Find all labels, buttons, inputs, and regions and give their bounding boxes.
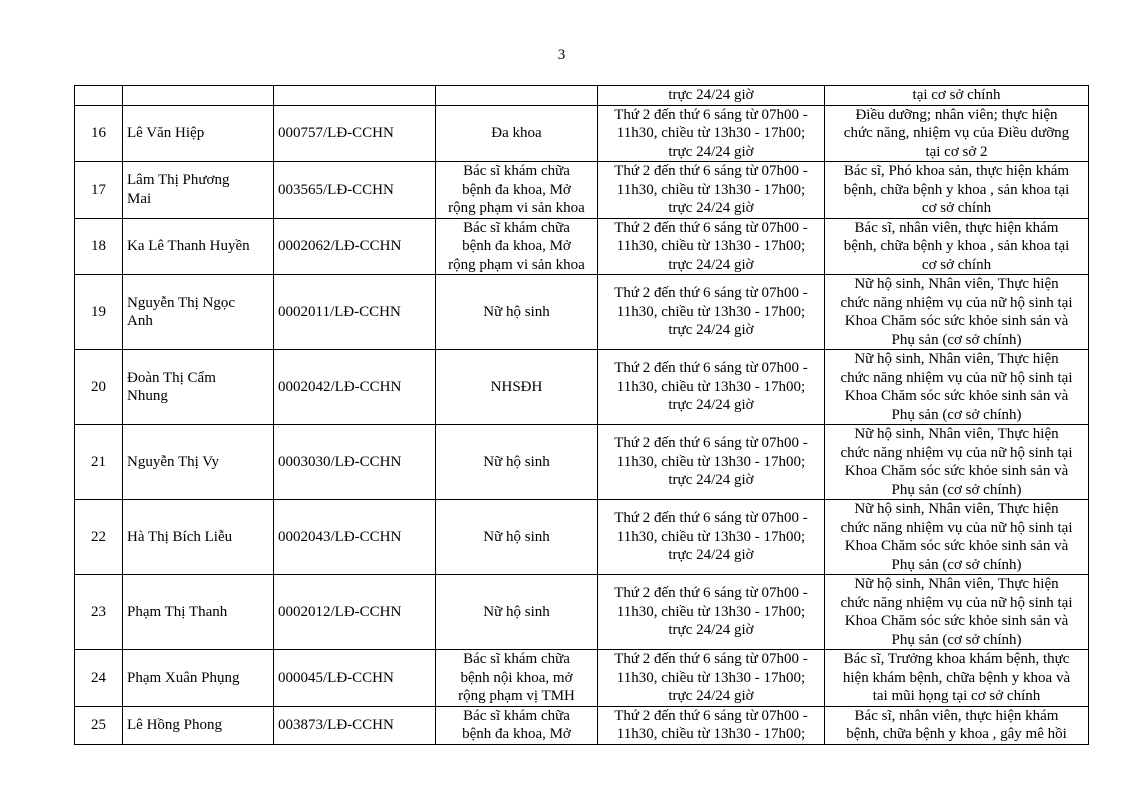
cell-name-line: Phạm Xuân Phụng — [127, 669, 240, 686]
cell-position-line: chức năng nhiệm vụ của nữ hộ sinh tại — [840, 594, 1073, 611]
cell-name — [123, 650, 274, 707]
cell-stt: 21 — [75, 425, 123, 500]
cell-working-time-line: Thứ 2 đến thứ 6 sáng từ 07h00 - — [614, 106, 808, 123]
cell-scope — [436, 86, 598, 106]
cell-position-line: Bác sĩ, nhân viên, thực hiện khám — [854, 219, 1059, 236]
cell-position-line: Nữ hộ sinh, Nhân viên, Thực hiện — [854, 351, 1059, 367]
cell-scope-line: bệnh nội khoa, mở — [460, 669, 573, 686]
cell-working-time-line: trực 24/24 giờ — [668, 688, 754, 704]
cell-certificate: 003565/LĐ-CCHN — [274, 162, 436, 219]
table-row — [75, 425, 1089, 500]
cell-certificate: 0002062/LĐ-CCHN — [274, 218, 436, 275]
cell-scope-line: Bác sĩ khám chữa — [463, 163, 570, 179]
table-row — [75, 706, 1089, 744]
cell-position — [825, 650, 1089, 707]
cell-position-line: bệnh, chữa bệnh y khoa , sản khoa tại — [843, 181, 1070, 198]
cell-working-time — [598, 425, 825, 500]
cell-position-line: Nữ hộ sinh, Nhân viên, Thực hiện — [854, 276, 1059, 292]
cell-working-time — [598, 706, 825, 744]
cell-position — [825, 500, 1089, 575]
cell-scope-line: Nữ hộ sinh — [483, 603, 550, 620]
cell-working-time-line: Thứ 2 đến thứ 6 sáng từ 07h00 - — [614, 510, 808, 527]
cell-stt: 22 — [75, 500, 123, 575]
cell-working-time-line: Thứ 2 đến thứ 6 sáng từ 07h00 - — [614, 435, 808, 452]
cell-working-time-line: 11h30, chiều từ 13h30 - 17h00; — [616, 125, 806, 141]
cell-name-line: Nhung — [127, 388, 168, 404]
cell-working-time-line: 11h30, chiều từ 13h30 - 17h00; — [616, 726, 806, 742]
cell-name — [123, 706, 274, 744]
cell-working-time-line: Thứ 2 đến thứ 6 sáng từ 07h00 - — [614, 219, 808, 236]
cell-scope-line: Bác sĩ khám chữa — [463, 651, 570, 667]
cell-working-time — [598, 350, 825, 425]
cell-working-time-line: Thứ 2 đến thứ 6 sáng từ 07h00 - — [614, 285, 808, 302]
cell-working-time-line: Thứ 2 đến thứ 6 sáng từ 07h00 - — [614, 585, 808, 602]
cell-stt: 23 — [75, 575, 123, 650]
table-row — [75, 162, 1089, 219]
cell-position — [825, 350, 1089, 425]
cell-name-line: Anh — [127, 313, 153, 329]
cell-scope-line: NHSĐH — [490, 378, 543, 395]
cell-scope — [436, 350, 598, 425]
cell-working-time — [598, 650, 825, 707]
cell-stt: 17 — [75, 162, 123, 219]
cell-position-line: chức năng, nhiệm vụ của Điều dưỡng — [843, 125, 1070, 141]
staff-table — [74, 85, 1089, 745]
cell-position-line: Khoa Chăm sóc sức khỏe sinh sản và — [844, 388, 1069, 404]
cell-scope-line: rộng phạm vi sản khoa — [448, 256, 585, 273]
cell-stt — [75, 86, 123, 106]
table-row — [75, 650, 1089, 707]
cell-position — [825, 706, 1089, 744]
cell-position-line: chức năng nhiệm vụ của nữ hộ sinh tại — [840, 369, 1073, 386]
cell-position-line: chức năng nhiệm vụ của nữ hộ sinh tại — [840, 444, 1073, 461]
cell-scope-line: Bác sĩ khám chữa — [463, 219, 570, 236]
cell-certificate: 0002043/LĐ-CCHN — [274, 500, 436, 575]
cell-name-line: Hà Thị Bích Liễu — [127, 528, 233, 545]
cell-scope — [436, 275, 598, 350]
table-row-continued — [75, 86, 1089, 106]
cell-name-line: Ka Lê Thanh Huyền — [127, 238, 250, 254]
cell-stt: 20 — [75, 350, 123, 425]
cell-name — [123, 105, 274, 162]
cell-certificate: 000757/LĐ-CCHN — [274, 105, 436, 162]
cell-scope — [436, 162, 598, 219]
cell-position-line: Nữ hộ sinh, Nhân viên, Thực hiện — [854, 576, 1059, 592]
cell-working-time-line: 11h30, chiều từ 13h30 - 17h00; — [616, 378, 806, 395]
cell-name-line: Nguyễn Thị Vy — [127, 453, 219, 470]
cell-position-line: Bác sĩ, Trưởng khoa khám bệnh, thực — [843, 651, 1070, 667]
cell-position: tại cơ sở chính — [825, 86, 1089, 106]
cell-scope-line: rộng phạm vị TMH — [458, 688, 575, 704]
cell-position-line: chức năng nhiệm vụ của nữ hộ sinh tại — [840, 294, 1073, 311]
cell-scope — [436, 105, 598, 162]
cell-position-line: chức năng nhiệm vụ của nữ hộ sinh tại — [840, 519, 1073, 536]
cell-working-time-line: Thứ 2 đến thứ 6 sáng từ 07h00 - — [614, 163, 808, 179]
cell-working-time-line: 11h30, chiều từ 13h30 - 17h00; — [616, 453, 806, 470]
cell-working-time-line: 11h30, chiều từ 13h30 - 17h00; — [616, 669, 806, 686]
cell-name-line: Lâm Thị Phương — [127, 172, 230, 189]
cell-name — [123, 500, 274, 575]
cell-scope-line: Nữ hộ sinh — [483, 453, 550, 470]
page-number: 3 — [557, 47, 566, 63]
cell-name — [123, 275, 274, 350]
cell-name — [123, 575, 274, 650]
cell-name-line: Phạm Thị Thanh — [127, 603, 228, 620]
cell-name-line: Lê Văn Hiệp — [127, 125, 205, 141]
cell-working-time — [598, 105, 825, 162]
cell-working-time — [598, 218, 825, 275]
cell-name — [123, 162, 274, 219]
cell-name-line: Mai — [127, 190, 152, 207]
cell-name — [123, 350, 274, 425]
cell-certificate — [274, 86, 436, 106]
cell-position-line: Phụ sản (cơ sở chính) — [891, 556, 1022, 573]
cell-position-line: Điều dưỡng; nhân viên; thực hiện — [855, 106, 1058, 123]
table-row — [75, 275, 1089, 350]
cell-certificate: 0003030/LĐ-CCHN — [274, 425, 436, 500]
cell-working-time-line: trực 24/24 giờ — [668, 143, 754, 160]
cell-working-time-line: Thứ 2 đến thứ 6 sáng từ 07h00 - — [614, 651, 808, 667]
cell-position — [825, 105, 1089, 162]
staff-table-body — [75, 86, 1089, 745]
cell-position-line: Khoa Chăm sóc sức khỏe sinh sản và — [844, 463, 1069, 479]
cell-working-time-line: trực 24/24 giờ — [668, 547, 754, 564]
cell-name — [123, 86, 274, 106]
cell-working-time-line: 11h30, chiều từ 13h30 - 17h00; — [616, 181, 806, 198]
table-row — [75, 105, 1089, 162]
cell-name-line: Đoàn Thị Cẩm — [127, 369, 216, 386]
cell-stt: 16 — [75, 105, 123, 162]
cell-certificate: 000045/LĐ-CCHN — [274, 650, 436, 707]
cell-position-line: tại cơ sở 2 — [925, 143, 988, 160]
cell-position-line: Phụ sản (cơ sở chính) — [891, 631, 1022, 648]
cell-scope-line: Đa khoa — [491, 125, 542, 141]
cell-working-time-line: Thứ 2 đến thứ 6 sáng từ 07h00 - — [614, 707, 808, 724]
cell-stt: 18 — [75, 218, 123, 275]
cell-position-line: Khoa Chăm sóc sức khỏe sinh sản và — [844, 613, 1069, 629]
cell-scope — [436, 575, 598, 650]
table-row — [75, 575, 1089, 650]
cell-position-line: bệnh, chữa bệnh y khoa , gây mê hồi — [846, 726, 1067, 742]
cell-position-line: bệnh, chữa bệnh y khoa , sản khoa tại — [843, 238, 1070, 254]
cell-position-line: Bác sĩ, nhân viên, thực hiện khám — [854, 707, 1059, 724]
cell-working-time-line: 11h30, chiều từ 13h30 - 17h00; — [616, 528, 806, 545]
cell-certificate: 0002042/LĐ-CCHN — [274, 350, 436, 425]
cell-position-line: Phụ sản (cơ sở chính) — [891, 481, 1022, 498]
cell-stt: 25 — [75, 706, 123, 744]
cell-position-line: tai mũi họng tại cơ sở chính — [872, 688, 1041, 704]
cell-position — [825, 218, 1089, 275]
cell-stt: 24 — [75, 650, 123, 707]
cell-name — [123, 425, 274, 500]
cell-scope-line: rộng phạm vi sản khoa — [448, 200, 585, 216]
cell-scope — [436, 425, 598, 500]
cell-name-line: Lê Hồng Phong — [127, 716, 222, 733]
cell-position — [825, 275, 1089, 350]
cell-working-time-line: trực 24/24 giờ — [668, 472, 754, 489]
cell-position-line: cơ sở chính — [921, 200, 992, 216]
cell-name — [123, 218, 274, 275]
cell-scope-line: Nữ hộ sinh — [483, 528, 550, 545]
cell-working-time — [598, 162, 825, 219]
cell-position-line: Phụ sản (cơ sở chính) — [891, 406, 1022, 423]
cell-position-line: Nữ hộ sinh, Nhân viên, Thực hiện — [854, 501, 1059, 517]
cell-position-line: Khoa Chăm sóc sức khỏe sinh sản và — [844, 313, 1069, 329]
cell-working-time-line: trực 24/24 giờ — [668, 200, 754, 216]
cell-scope — [436, 218, 598, 275]
cell-position-line: Phụ sản (cơ sở chính) — [891, 331, 1022, 348]
cell-certificate: 003873/LĐ-CCHN — [274, 706, 436, 744]
table-row — [75, 500, 1089, 575]
cell-position-line: Khoa Chăm sóc sức khỏe sinh sản và — [844, 538, 1069, 554]
cell-scope — [436, 706, 598, 744]
cell-scope — [436, 650, 598, 707]
cell-working-time-line: Thứ 2 đến thứ 6 sáng từ 07h00 - — [614, 360, 808, 377]
cell-working-time-line: 11h30, chiều từ 13h30 - 17h00; — [616, 603, 806, 620]
cell-certificate: 0002012/LĐ-CCHN — [274, 575, 436, 650]
cell-working-time — [598, 275, 825, 350]
cell-scope-line: Bác sĩ khám chữa — [463, 707, 570, 724]
cell-position-line: Bác sĩ, Phó khoa sản, thực hiện khám — [843, 163, 1070, 179]
cell-position — [825, 425, 1089, 500]
cell-certificate: 0002011/LĐ-CCHN — [274, 275, 436, 350]
cell-position-line: cơ sở chính — [921, 256, 992, 273]
cell-position — [825, 162, 1089, 219]
cell-name-line: Nguyễn Thị Ngọc — [127, 294, 236, 311]
cell-scope-line: bệnh đa khoa, Mở — [462, 181, 571, 198]
cell-scope-line: bệnh đa khoa, Mở — [462, 238, 571, 254]
cell-working-time-line: trực 24/24 giờ — [668, 322, 754, 339]
cell-working-time-line: trực 24/24 giờ — [668, 622, 754, 639]
cell-working-time-line: trực 24/24 giờ — [668, 397, 754, 414]
cell-working-time — [598, 575, 825, 650]
cell-position — [825, 575, 1089, 650]
cell-position-line: Nữ hộ sinh, Nhân viên, Thực hiện — [854, 426, 1059, 442]
cell-scope-line: bệnh đa khoa, Mở — [462, 726, 571, 742]
cell-working-time — [598, 500, 825, 575]
cell-working-time-line: trực 24/24 giờ — [668, 256, 754, 273]
table-row — [75, 218, 1089, 275]
cell-stt: 19 — [75, 275, 123, 350]
cell-working-time-line: 11h30, chiều từ 13h30 - 17h00; — [616, 238, 806, 254]
cell-working-time-line: 11h30, chiều từ 13h30 - 17h00; — [616, 303, 806, 320]
cell-working-time: trực 24/24 giờ — [598, 86, 825, 106]
cell-scope — [436, 500, 598, 575]
cell-scope-line: Nữ hộ sinh — [483, 303, 550, 320]
cell-position-line: hiện khám bệnh, chữa bệnh y khoa và — [842, 669, 1071, 686]
table-row — [75, 350, 1089, 425]
